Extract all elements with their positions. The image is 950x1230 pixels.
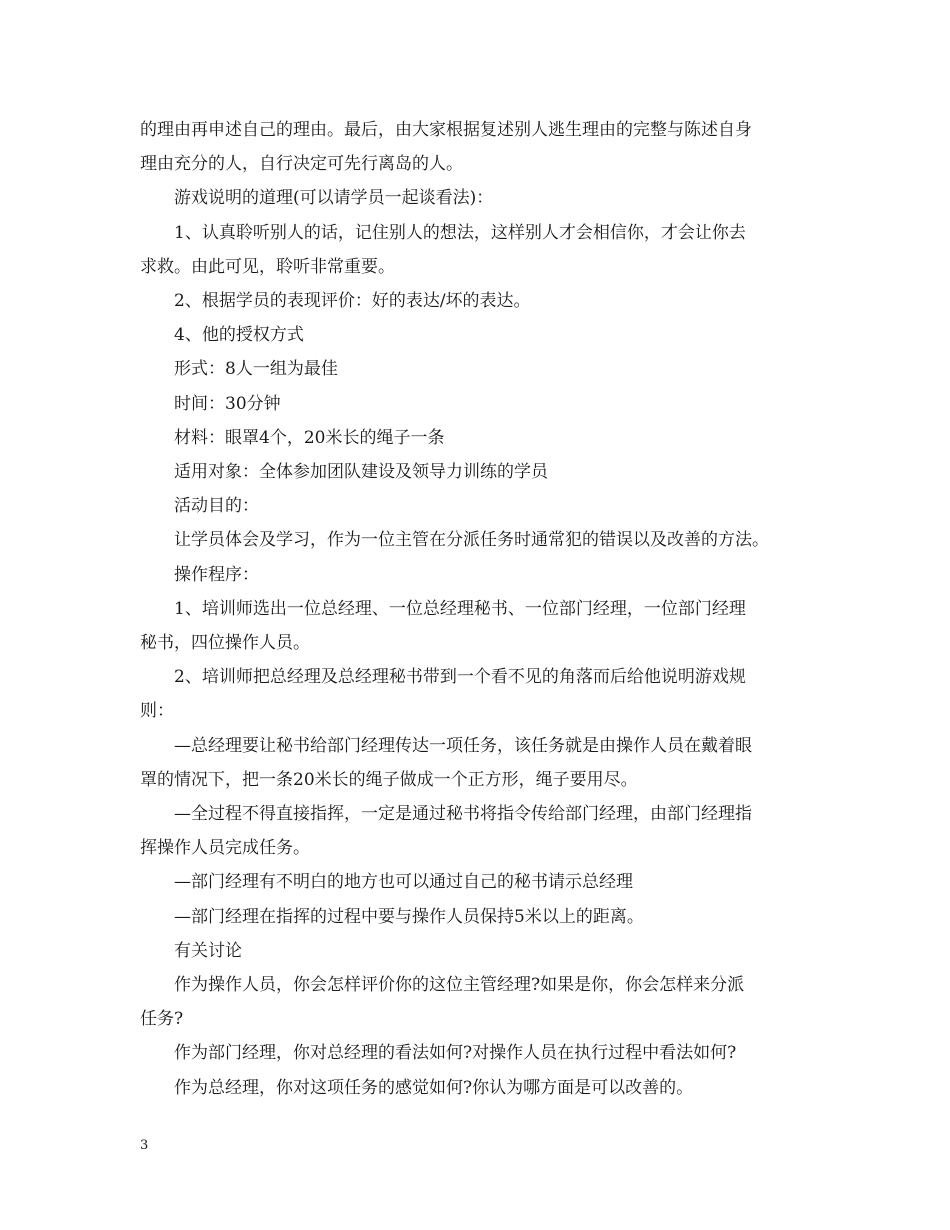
document-body [140, 113, 830, 1105]
paragraph-line: 则： [140, 701, 174, 722]
paragraph-line: —部门经理有不明白的地方也可以通过自己的秘书请示总经理 [174, 872, 633, 893]
paragraph-line: —总经理要让秘书给部门经理传达一项任务，该任务就是由操作人员在戴着眼 [174, 735, 752, 756]
paragraph-line: 求救。由此可见，聆听非常重要。 [140, 256, 395, 277]
paragraph-line: 时间：30分钟 [174, 393, 281, 414]
paragraph-line: 作为部门经理，你对总经理的看法如何?对操作人员在执行过程中看法如何? [174, 1043, 737, 1064]
paragraph-line: 形式：8人一组为最佳 [174, 359, 338, 380]
paragraph-line: —全过程不得直接指挥，一定是通过秘书将指令传给部门经理，由部门经理指 [174, 804, 752, 825]
paragraph-line: 让学员体会及学习，作为一位主管在分派任务时通常犯的错误以及改善的方法。 [174, 530, 769, 551]
paragraph-line: 操作程序： [174, 564, 259, 585]
paragraph-line: 材料：眼罩4个，20米长的绳子一条 [174, 427, 445, 448]
paragraph-line: 理由充分的人，自行决定可先行离岛的人。 [140, 154, 463, 175]
paragraph-line: 2、根据学员的表现评价：好的表达/坏的表达。 [174, 291, 531, 312]
paragraph-line: 有关讨论 [174, 940, 242, 961]
page-number: 3 [140, 1138, 149, 1153]
paragraph-line: 4、他的授权方式 [174, 325, 304, 346]
paragraph-line: 秘书，四位操作人员。 [140, 633, 310, 654]
paragraph-line: 任务? [140, 1009, 184, 1030]
paragraph-line: 游戏说明的道理(可以请学员一起谈看法)： [174, 188, 494, 209]
paragraph-line: 作为总经理，你对这项任务的感觉如何?你认为哪方面是可以改善的。 [174, 1077, 694, 1098]
paragraph-line: 2、培训师把总经理及总经理秘书带到一个看不见的角落而后给他说明游戏规 [174, 667, 746, 688]
paragraph-line: 作为操作人员，你会怎样评价你的这位主管经理?如果是你，你会怎样来分派 [174, 975, 745, 996]
paragraph-line: 1、认真聆听别人的话，记住别人的想法，这样别人才会相信你，才会让你去 [174, 222, 746, 243]
paragraph-line: 挥操作人员完成任务。 [140, 838, 310, 859]
paragraph-line: 的理由再申述自己的理由。最后，由大家根据复述别人逃生理由的完整与陈述自身 [140, 120, 752, 140]
paragraph-line: 罩的情况下，把一条20米长的绳子做成一个正方形，绳子要用尽。 [140, 769, 638, 790]
paragraph-line: 活动目的： [174, 496, 259, 517]
paragraph-line: 1、培训师选出一位总经理、一位总经理秘书、一位部门经理，一位部门经理 [174, 598, 746, 619]
paragraph-line: 适用对象：全体参加团队建设及领导力训练的学员 [174, 462, 548, 483]
paragraph-line: —部门经理在指挥的过程中要与操作人员保持5米以上的距离。 [174, 906, 644, 927]
